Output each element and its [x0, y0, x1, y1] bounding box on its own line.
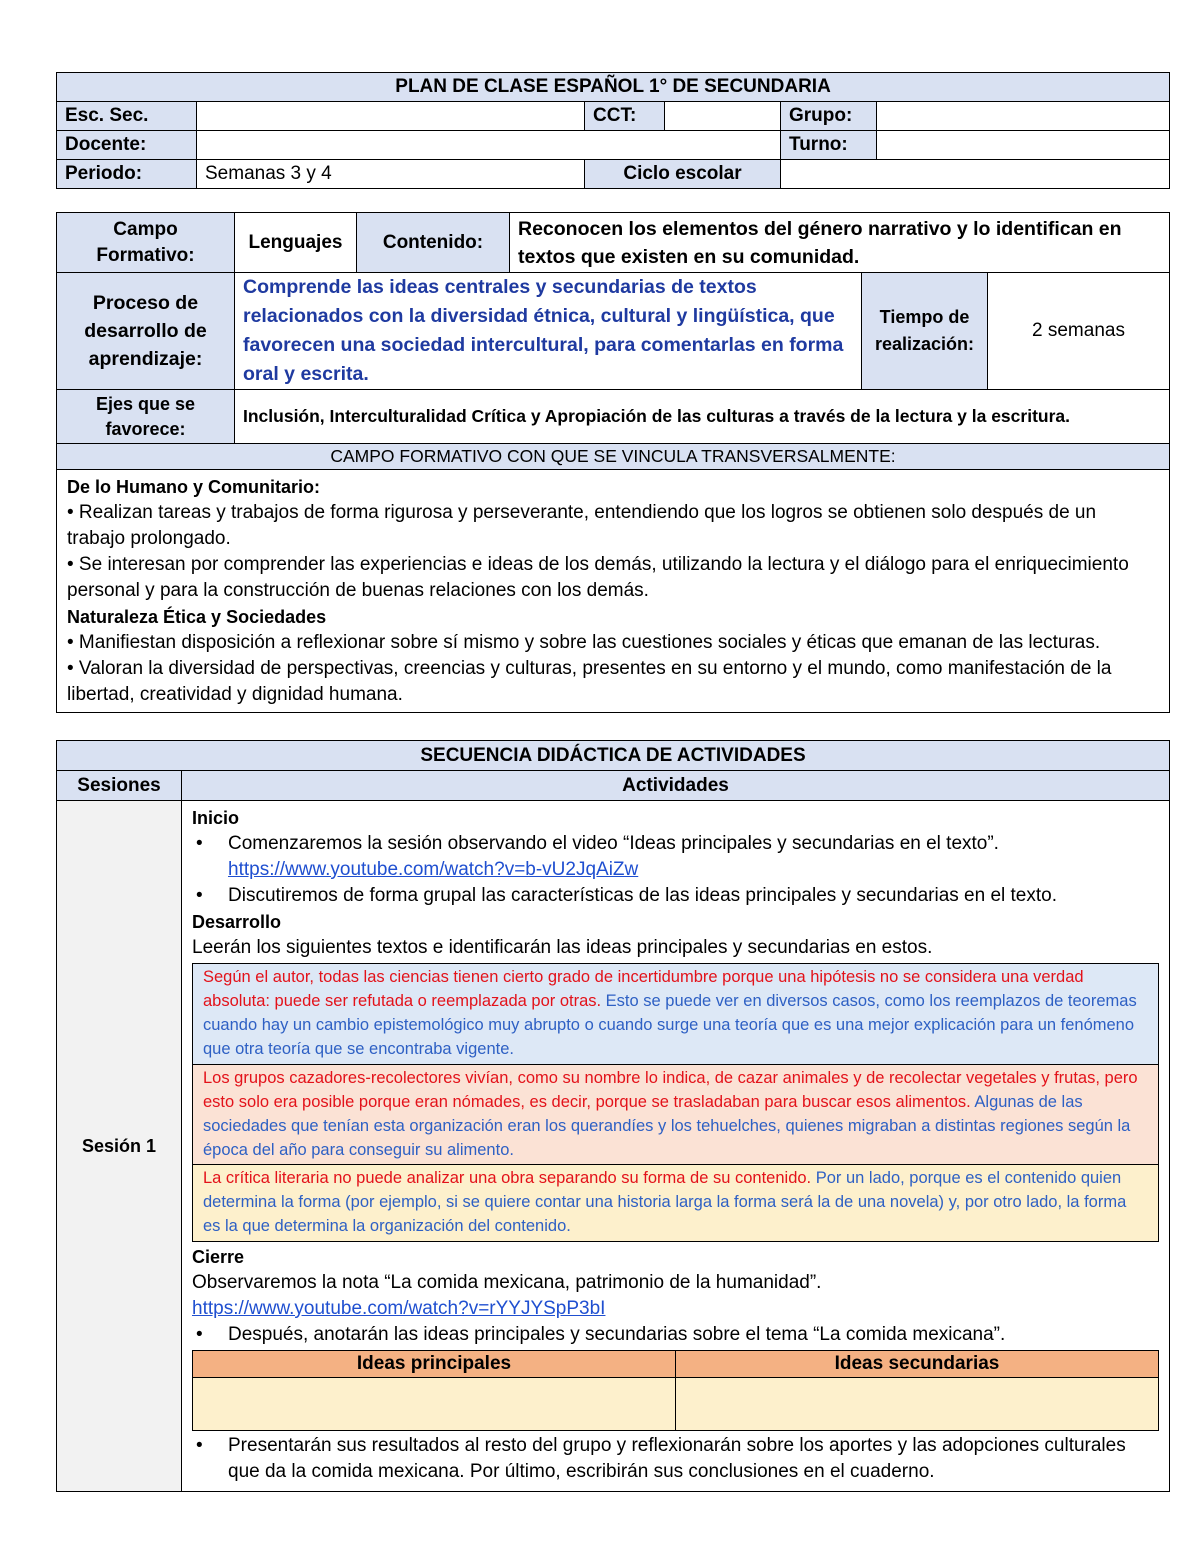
texto-3-main-idea: La crítica literaria no puede analizar una obra separando su forma de su contenido.: [203, 1169, 812, 1187]
inicio-video-link[interactable]: https://www.youtube.com/watch?v=b-vU2JqAiZw: [228, 859, 639, 880]
periodo-field[interactable]: Semanas 3 y 4: [197, 160, 585, 189]
cct-field[interactable]: [665, 102, 781, 131]
inicio-item-1-text: Comenzaremos la sesión observando el video “Ideas principales y secundarias en el texto”.: [228, 833, 999, 854]
esc-label: Esc. Sec.: [57, 102, 197, 131]
etica-item-2: • Valoran la diversidad de perspectivas, creencias y culturas, presentes en su entorno y el mundo, como manifestación de la libertad, creatividad y dignidad humana.: [67, 658, 1112, 705]
col-sesiones: Sesiones: [57, 771, 182, 801]
tiempo-label: Tiempo de realización:: [862, 273, 988, 390]
ciclo-field[interactable]: [781, 160, 1170, 189]
texto-2-main-idea: Los grupos cazadores-recolectores vivían, como su nombre lo indica, de cazar animales y de recolectar vegetales y frutas, pero esto solo era posible porque eran nómades, es decir, porque se trasladaban para buscar esos alimentos.: [203, 1068, 1138, 1111]
plan-title: PLAN DE CLASE ESPAÑOL 1° DE SECUNDARIA: [57, 73, 1170, 102]
ideas-principales-header: Ideas principales: [193, 1351, 676, 1378]
campo-label: Campo Formativo:: [57, 213, 235, 273]
transversal-title: CAMPO FORMATIVO CON QUE SE VINCULA TRANSVERSALMENTE:: [57, 444, 1170, 470]
turno-label: Turno:: [781, 131, 877, 160]
ideas-secundarias-header: Ideas secundarias: [676, 1351, 1159, 1378]
col-actividades: Actividades: [182, 771, 1170, 801]
texto-3-secondary-idea: Por un lado, porque es el contenido quien determina la forma (por ejemplo, si se quiere contar una historia larga la forma será la de una novela) y, por otro lado, la forma es la que determina la organización del contenido.: [203, 1169, 1127, 1235]
turno-field[interactable]: [877, 131, 1170, 160]
transversal-content: [57, 470, 1170, 713]
texto-1-main-idea: Según el autor, todas las ciencias tienen cierto grado de incertidumbre porque una hipótesis no se considera una verdad absoluta: puede ser refutada o reemplazada por otras.: [203, 968, 1084, 1010]
ciclo-label: Ciclo escolar: [585, 160, 781, 189]
cierre-title: Cierre: [192, 1247, 245, 1267]
cierre-item-2: • Presentarán sus resultados al resto del grupo y reflexionarán sobre los aportes y las adopciones culturales que da la comida mexicana. Por último, escribirán sus conclusiones en el cuaderno.: [192, 1433, 1159, 1485]
cierre-item-1: • Después, anotarán las ideas principales y secundarias sobre el tema “La comida mexicana”.: [192, 1322, 1159, 1348]
inicio-title: Inicio: [192, 808, 240, 828]
esc-field[interactable]: [197, 102, 585, 131]
docente-label: Docente:: [57, 131, 197, 160]
sesion-label: Sesión 1: [57, 801, 182, 1492]
pda-label: Proceso de desarrollo de aprendizaje:: [57, 273, 235, 390]
etica-item-1: • Manifiestan disposición a reflexionar sobre sí mismo y sobre las cuestiones sociales y éticas que emanan de las lecturas.: [67, 632, 1101, 653]
contenido-value: Reconocen los elementos del género narrativo y lo identifican en textos que existen en su comunidad.: [510, 213, 1170, 273]
humano-item-1: • Realizan tareas y trabajos de forma rigurosa y perseverante, entendiendo que los logros se obtienen solo después de un trabajo prolongado.: [67, 502, 1097, 549]
campo-value: Lenguajes: [235, 213, 357, 273]
desarrollo-title: Desarrollo: [192, 912, 282, 932]
campo-formativo-table: [56, 212, 1170, 713]
texto-1-secondary-idea: Esto se puede ver en diversos casos, como los reemplazos de teoremas cuando hay un cambio epistemológico muy abrupto o cuando surge una teoría que es una mejor explicación para un fenómeno que otra teoría que se encontraba vigente.: [203, 992, 1137, 1058]
cierre-video-link[interactable]: https://www.youtube.com/watch?v=rYYJYSpP3bI: [192, 1298, 606, 1319]
secuencia-table: [56, 740, 1170, 1492]
plan-header-table: [56, 72, 1170, 189]
docente-field[interactable]: [197, 131, 781, 160]
pda-value: Comprende las ideas centrales y secundarias de textos relacionados con la diversidad étnica, cultural y lingüística, que favorecen una sociedad intercultural, para comentarlas en forma oral y escrita.: [235, 273, 862, 390]
humano-item-2: • Se interesan por comprender las experiencias e ideas de los demás, utilizando la lectura y el diálogo para el enriquecimiento personal y para la construcción de buenas relaciones con los demás.: [67, 554, 1129, 601]
texto-box-2: [192, 1064, 1159, 1166]
cct-label: CCT:: [585, 102, 665, 131]
ideas-principales-field[interactable]: [193, 1378, 676, 1431]
grupo-label: Grupo:: [781, 102, 877, 131]
periodo-label: Periodo:: [57, 160, 197, 189]
ideas-secundarias-field[interactable]: [676, 1378, 1159, 1431]
humano-title: De lo Humano y Comunitario:: [67, 477, 321, 497]
grupo-field[interactable]: [877, 102, 1170, 131]
texto-box-3: [192, 1164, 1159, 1242]
desarrollo-intro: Leerán los siguientes textos e identificarán las ideas principales y secundarias en estos.: [192, 937, 933, 958]
tiempo-value: 2 semanas: [988, 273, 1170, 390]
actividades-cell: [182, 801, 1170, 1492]
cierre-intro: Observaremos la nota “La comida mexicana, patrimonio de la humanidad”.: [192, 1272, 822, 1293]
ejes-label: Ejes que se favorece:: [57, 390, 235, 444]
ideas-table: [192, 1350, 1159, 1431]
texto-box-1: [192, 963, 1159, 1065]
texto-2-secondary-idea: Algunas de las sociedades que tenían esta organización eran los querandíes y los tehuelches, quienes migraban a distintas regiones según la época del año para conseguir su alimento.: [203, 1092, 1131, 1159]
inicio-item-1: [192, 831, 1159, 883]
secuencia-title: SECUENCIA DIDÁCTICA DE ACTIVIDADES: [57, 741, 1170, 771]
etica-title: Naturaleza Ética y Sociedades: [67, 607, 327, 627]
inicio-item-2: • Discutiremos de forma grupal las características de las ideas principales y secundarias en el texto.: [192, 883, 1159, 909]
ejes-value: Inclusión, Interculturalidad Crítica y Apropiación de las culturas a través de la lectura y la escritura.: [235, 390, 1170, 444]
contenido-label: Contenido:: [357, 213, 510, 273]
